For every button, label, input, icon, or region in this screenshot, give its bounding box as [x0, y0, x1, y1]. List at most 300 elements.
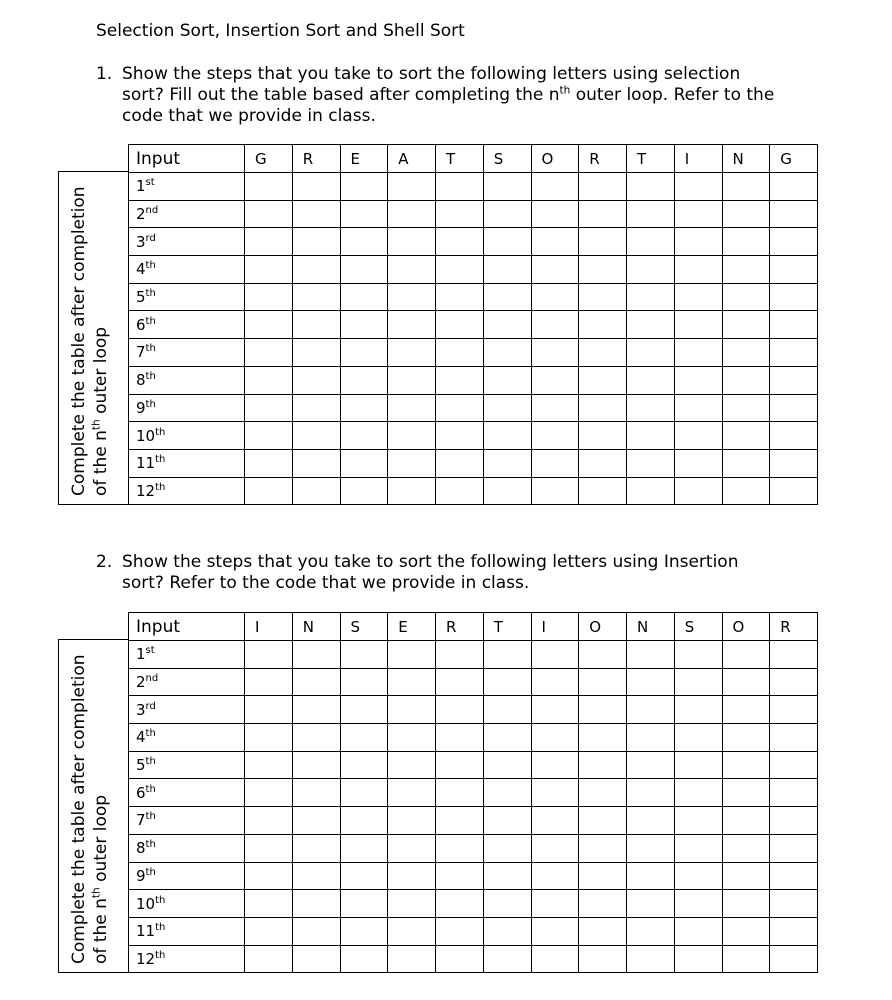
answer-cell[interactable]: [531, 256, 579, 284]
answer-cell[interactable]: [627, 779, 675, 807]
input-row: [129, 613, 818, 641]
answer-cell[interactable]: [674, 696, 722, 724]
answer-cell[interactable]: [388, 339, 436, 367]
answer-cell[interactable]: [388, 807, 436, 835]
answer-cell[interactable]: [579, 696, 627, 724]
answer-cell[interactable]: [722, 724, 770, 752]
answer-cell[interactable]: [674, 422, 722, 450]
answer-cell[interactable]: [340, 173, 388, 201]
answer-cell[interactable]: [627, 422, 675, 450]
answer-cell[interactable]: [340, 807, 388, 835]
answer-cell[interactable]: [627, 366, 675, 394]
answer-cell[interactable]: [579, 751, 627, 779]
step-row: [129, 449, 818, 477]
answer-cell[interactable]: [627, 228, 675, 256]
answer-cell[interactable]: [627, 917, 675, 945]
answer-cell[interactable]: [674, 366, 722, 394]
answer-cell[interactable]: [245, 945, 293, 973]
answer-cell[interactable]: [531, 311, 579, 339]
answer-cell[interactable]: [292, 256, 340, 284]
answer-cell[interactable]: [722, 228, 770, 256]
answer-cell[interactable]: [579, 173, 627, 201]
answer-cell[interactable]: [388, 724, 436, 752]
answer-cell[interactable]: [531, 366, 579, 394]
answer-cell[interactable]: [340, 890, 388, 918]
answer-cell[interactable]: [340, 200, 388, 228]
answer-cell[interactable]: [388, 173, 436, 201]
answer-cell[interactable]: [770, 751, 818, 779]
answer-cell[interactable]: [340, 668, 388, 696]
answer-cell[interactable]: [340, 751, 388, 779]
answer-cell[interactable]: [483, 862, 531, 890]
answer-cell[interactable]: [531, 862, 579, 890]
answer-cell[interactable]: [674, 807, 722, 835]
answer-cell[interactable]: [579, 917, 627, 945]
answer-cell[interactable]: [436, 200, 484, 228]
answer-cell[interactable]: [436, 366, 484, 394]
answer-cell[interactable]: [245, 834, 293, 862]
answer-cell[interactable]: [483, 668, 531, 696]
answer-cell[interactable]: [436, 394, 484, 422]
answer-cell[interactable]: [674, 641, 722, 669]
answer-cell[interactable]: [388, 311, 436, 339]
answer-cell[interactable]: [245, 862, 293, 890]
answer-cell[interactable]: [531, 945, 579, 973]
answer-cell[interactable]: [674, 751, 722, 779]
answer-cell[interactable]: [245, 696, 293, 724]
answer-cell[interactable]: [436, 696, 484, 724]
answer-cell[interactable]: [340, 477, 388, 505]
answer-cell[interactable]: [579, 449, 627, 477]
answer-cell[interactable]: [245, 366, 293, 394]
answer-cell[interactable]: [292, 890, 340, 918]
answer-cell[interactable]: [292, 668, 340, 696]
answer-cell[interactable]: [388, 422, 436, 450]
answer-cell[interactable]: [531, 422, 579, 450]
answer-cell[interactable]: [579, 724, 627, 752]
answer-cell[interactable]: [531, 724, 579, 752]
answer-cell[interactable]: [579, 256, 627, 284]
answer-cell[interactable]: [579, 311, 627, 339]
answer-cell[interactable]: [388, 477, 436, 505]
answer-cell[interactable]: [245, 477, 293, 505]
answer-cell[interactable]: [245, 339, 293, 367]
answer-cell[interactable]: [627, 751, 675, 779]
answer-cell[interactable]: [245, 724, 293, 752]
answer-cell[interactable]: [770, 422, 818, 450]
answer-cell[interactable]: [722, 945, 770, 973]
answer-cell[interactable]: [388, 200, 436, 228]
answer-cell[interactable]: [531, 339, 579, 367]
answer-cell[interactable]: [770, 173, 818, 201]
answer-cell[interactable]: [436, 256, 484, 284]
answer-cell[interactable]: [292, 422, 340, 450]
answer-cell[interactable]: [579, 890, 627, 918]
answer-cell[interactable]: [436, 449, 484, 477]
answer-cell[interactable]: [722, 311, 770, 339]
answer-cell[interactable]: [579, 339, 627, 367]
answer-cell[interactable]: [722, 641, 770, 669]
answer-cell[interactable]: [627, 339, 675, 367]
answer-cell[interactable]: [340, 256, 388, 284]
answer-cell[interactable]: [579, 668, 627, 696]
answer-cell[interactable]: [770, 339, 818, 367]
answer-cell[interactable]: [770, 917, 818, 945]
answer-cell[interactable]: [627, 173, 675, 201]
answer-cell[interactable]: [340, 228, 388, 256]
answer-cell[interactable]: [388, 945, 436, 973]
answer-cell[interactable]: [292, 862, 340, 890]
step-label: [129, 945, 245, 973]
answer-cell[interactable]: [483, 228, 531, 256]
answer-cell[interactable]: [579, 834, 627, 862]
answer-cell[interactable]: [436, 283, 484, 311]
answer-cell[interactable]: [674, 339, 722, 367]
answer-cell[interactable]: [388, 862, 436, 890]
answer-cell[interactable]: [340, 366, 388, 394]
answer-cell[interactable]: [722, 807, 770, 835]
answer-cell[interactable]: [722, 477, 770, 505]
answer-cell[interactable]: [436, 807, 484, 835]
answer-cell[interactable]: [483, 256, 531, 284]
answer-cell[interactable]: [722, 366, 770, 394]
answer-cell[interactable]: [770, 311, 818, 339]
answer-cell[interactable]: [627, 256, 675, 284]
answer-cell[interactable]: [674, 945, 722, 973]
answer-cell[interactable]: [579, 394, 627, 422]
answer-cell[interactable]: [722, 668, 770, 696]
answer-cell[interactable]: [292, 283, 340, 311]
answer-cell[interactable]: [531, 779, 579, 807]
answer-cell[interactable]: [340, 724, 388, 752]
answer-cell[interactable]: [436, 339, 484, 367]
answer-cell[interactable]: [436, 834, 484, 862]
step-label: [129, 283, 245, 311]
answer-cell[interactable]: [674, 283, 722, 311]
answer-cell[interactable]: [340, 283, 388, 311]
answer-cell[interactable]: [579, 477, 627, 505]
answer-cell[interactable]: [770, 228, 818, 256]
answer-cell[interactable]: [436, 862, 484, 890]
answer-cell[interactable]: [483, 366, 531, 394]
answer-cell[interactable]: [483, 339, 531, 367]
answer-cell[interactable]: [292, 339, 340, 367]
answer-cell[interactable]: [627, 477, 675, 505]
answer-cell[interactable]: [483, 283, 531, 311]
answer-cell[interactable]: [292, 807, 340, 835]
answer-cell[interactable]: [388, 256, 436, 284]
answer-cell[interactable]: [436, 668, 484, 696]
answer-cell[interactable]: [292, 751, 340, 779]
answer-cell[interactable]: [770, 449, 818, 477]
answer-cell[interactable]: [770, 366, 818, 394]
answer-cell[interactable]: [579, 641, 627, 669]
answer-cell[interactable]: [388, 449, 436, 477]
answer-cell[interactable]: [340, 945, 388, 973]
answer-cell[interactable]: [722, 422, 770, 450]
answer-cell[interactable]: [388, 890, 436, 918]
answer-cell[interactable]: [531, 917, 579, 945]
answer-cell[interactable]: [531, 807, 579, 835]
answer-cell[interactable]: [579, 283, 627, 311]
answer-cell[interactable]: [436, 311, 484, 339]
answer-cell[interactable]: [722, 339, 770, 367]
answer-cell[interactable]: [722, 890, 770, 918]
answer-cell[interactable]: [340, 917, 388, 945]
answer-cell[interactable]: [674, 173, 722, 201]
answer-cell[interactable]: [245, 422, 293, 450]
answer-cell[interactable]: [340, 339, 388, 367]
answer-cell[interactable]: [627, 807, 675, 835]
answer-cell[interactable]: [627, 890, 675, 918]
answer-cell[interactable]: [722, 751, 770, 779]
answer-cell[interactable]: [292, 228, 340, 256]
answer-cell[interactable]: [483, 394, 531, 422]
answer-cell[interactable]: [531, 200, 579, 228]
answer-cell[interactable]: [627, 449, 675, 477]
answer-cell[interactable]: [436, 173, 484, 201]
answer-cell[interactable]: [340, 422, 388, 450]
answer-cell[interactable]: [674, 311, 722, 339]
answer-cell[interactable]: [674, 724, 722, 752]
answer-cell[interactable]: [579, 366, 627, 394]
answer-cell[interactable]: [483, 173, 531, 201]
answer-cell[interactable]: [436, 751, 484, 779]
answer-cell[interactable]: [722, 173, 770, 201]
answer-cell[interactable]: [579, 228, 627, 256]
answer-cell[interactable]: [722, 200, 770, 228]
answer-cell[interactable]: [531, 283, 579, 311]
answer-cell[interactable]: [770, 724, 818, 752]
answer-cell[interactable]: [292, 173, 340, 201]
answer-cell[interactable]: [292, 641, 340, 669]
answer-cell[interactable]: [722, 696, 770, 724]
answer-cell[interactable]: [531, 751, 579, 779]
answer-cell[interactable]: [674, 668, 722, 696]
answer-cell[interactable]: [388, 641, 436, 669]
answer-cell[interactable]: [245, 449, 293, 477]
answer-cell[interactable]: [483, 751, 531, 779]
answer-cell[interactable]: [579, 945, 627, 973]
answer-cell[interactable]: [483, 779, 531, 807]
answer-cell[interactable]: [388, 779, 436, 807]
answer-cell[interactable]: [292, 917, 340, 945]
answer-cell[interactable]: [340, 779, 388, 807]
answer-cell[interactable]: [531, 834, 579, 862]
answer-cell[interactable]: [722, 834, 770, 862]
answer-cell[interactable]: [436, 779, 484, 807]
answer-cell[interactable]: [674, 228, 722, 256]
answer-cell[interactable]: [483, 945, 531, 973]
step-number: 4: [136, 728, 146, 747]
step-row: [129, 477, 818, 505]
answer-cell[interactable]: [674, 449, 722, 477]
answer-cell[interactable]: [722, 394, 770, 422]
answer-cell[interactable]: [531, 228, 579, 256]
answer-cell[interactable]: [531, 696, 579, 724]
answer-cell[interactable]: [531, 477, 579, 505]
answer-cell[interactable]: [627, 945, 675, 973]
answer-cell[interactable]: [627, 668, 675, 696]
answer-cell[interactable]: [674, 862, 722, 890]
answer-cell[interactable]: [579, 807, 627, 835]
answer-cell[interactable]: [770, 834, 818, 862]
answer-cell[interactable]: [579, 779, 627, 807]
answer-cell[interactable]: [770, 394, 818, 422]
step-row: [129, 917, 818, 945]
answer-cell[interactable]: [436, 228, 484, 256]
answer-cell[interactable]: [627, 311, 675, 339]
answer-cell[interactable]: [674, 200, 722, 228]
answer-cell[interactable]: [436, 477, 484, 505]
answer-cell[interactable]: [531, 668, 579, 696]
answer-cell[interactable]: [245, 283, 293, 311]
answer-cell[interactable]: [483, 422, 531, 450]
answer-cell[interactable]: [483, 477, 531, 505]
answer-cell[interactable]: [531, 449, 579, 477]
answer-cell[interactable]: [292, 945, 340, 973]
answer-cell[interactable]: [292, 834, 340, 862]
answer-cell[interactable]: [627, 641, 675, 669]
answer-cell[interactable]: [245, 917, 293, 945]
answer-cell[interactable]: [770, 283, 818, 311]
answer-cell[interactable]: [292, 724, 340, 752]
answer-cell[interactable]: [770, 945, 818, 973]
answer-cell[interactable]: [388, 366, 436, 394]
answer-cell[interactable]: [245, 641, 293, 669]
answer-cell[interactable]: [627, 724, 675, 752]
answer-cell[interactable]: [627, 283, 675, 311]
answer-cell[interactable]: [245, 173, 293, 201]
answer-cell[interactable]: [388, 394, 436, 422]
answer-cell[interactable]: [770, 256, 818, 284]
answer-cell[interactable]: [483, 917, 531, 945]
answer-cell[interactable]: [674, 779, 722, 807]
answer-cell[interactable]: [770, 779, 818, 807]
answer-cell[interactable]: [674, 834, 722, 862]
answer-cell[interactable]: [722, 779, 770, 807]
answer-cell[interactable]: [388, 668, 436, 696]
answer-cell[interactable]: [531, 890, 579, 918]
answer-cell[interactable]: [388, 834, 436, 862]
answer-cell[interactable]: [436, 890, 484, 918]
answer-cell[interactable]: [292, 366, 340, 394]
step-number: 5: [136, 288, 146, 307]
answer-cell[interactable]: [722, 862, 770, 890]
answer-cell[interactable]: [483, 834, 531, 862]
answer-cell[interactable]: [245, 228, 293, 256]
answer-cell[interactable]: [292, 477, 340, 505]
step-number: 4: [136, 260, 146, 279]
answer-cell[interactable]: [770, 862, 818, 890]
answer-cell[interactable]: [674, 890, 722, 918]
answer-cell[interactable]: [627, 200, 675, 228]
answer-cell[interactable]: [674, 394, 722, 422]
answer-cell[interactable]: [674, 917, 722, 945]
answer-cell[interactable]: [722, 256, 770, 284]
answer-cell[interactable]: [483, 696, 531, 724]
answer-cell[interactable]: [340, 449, 388, 477]
answer-cell[interactable]: [388, 751, 436, 779]
answer-cell[interactable]: [292, 779, 340, 807]
answer-cell[interactable]: [245, 256, 293, 284]
answer-cell[interactable]: [674, 477, 722, 505]
answer-cell[interactable]: [245, 668, 293, 696]
answer-cell[interactable]: [245, 779, 293, 807]
answer-cell[interactable]: [627, 834, 675, 862]
input-letter-cell: R: [770, 613, 818, 641]
answer-cell[interactable]: [340, 311, 388, 339]
answer-cell[interactable]: [483, 724, 531, 752]
answer-cell[interactable]: [436, 422, 484, 450]
answer-cell[interactable]: [388, 283, 436, 311]
answer-cell[interactable]: [770, 477, 818, 505]
answer-cell[interactable]: [627, 394, 675, 422]
answer-cell[interactable]: [245, 311, 293, 339]
answer-cell[interactable]: [388, 917, 436, 945]
answer-cell[interactable]: [674, 256, 722, 284]
answer-cell[interactable]: [292, 200, 340, 228]
answer-cell[interactable]: [340, 834, 388, 862]
answer-cell[interactable]: [245, 394, 293, 422]
answer-cell[interactable]: [531, 173, 579, 201]
answer-cell[interactable]: [770, 200, 818, 228]
answer-cell[interactable]: [770, 668, 818, 696]
answer-cell[interactable]: [292, 449, 340, 477]
answer-cell[interactable]: [388, 228, 436, 256]
answer-cell[interactable]: [245, 890, 293, 918]
answer-cell[interactable]: [340, 696, 388, 724]
answer-cell[interactable]: [436, 641, 484, 669]
answer-cell[interactable]: [770, 807, 818, 835]
answer-cell[interactable]: [579, 422, 627, 450]
answer-cell[interactable]: [340, 394, 388, 422]
answer-cell[interactable]: [245, 807, 293, 835]
answer-cell[interactable]: [722, 283, 770, 311]
answer-cell[interactable]: [770, 890, 818, 918]
answer-cell[interactable]: [579, 862, 627, 890]
answer-cell[interactable]: [292, 394, 340, 422]
answer-cell[interactable]: [436, 945, 484, 973]
answer-cell[interactable]: [245, 200, 293, 228]
answer-cell[interactable]: [388, 696, 436, 724]
answer-cell[interactable]: [531, 641, 579, 669]
answer-cell[interactable]: [722, 917, 770, 945]
answer-cell[interactable]: [245, 751, 293, 779]
answer-cell[interactable]: [483, 311, 531, 339]
answer-cell[interactable]: [483, 807, 531, 835]
answer-cell[interactable]: [770, 641, 818, 669]
answer-cell[interactable]: [436, 917, 484, 945]
input-letter-cell: T: [627, 145, 675, 173]
answer-cell[interactable]: [531, 394, 579, 422]
answer-cell[interactable]: [340, 862, 388, 890]
answer-cell[interactable]: [292, 696, 340, 724]
answer-cell[interactable]: [483, 449, 531, 477]
answer-cell[interactable]: [292, 311, 340, 339]
answer-cell[interactable]: [483, 890, 531, 918]
answer-cell[interactable]: [627, 696, 675, 724]
step-label: [129, 641, 245, 669]
answer-cell[interactable]: [627, 862, 675, 890]
answer-cell[interactable]: [340, 641, 388, 669]
answer-cell[interactable]: [722, 449, 770, 477]
answer-cell[interactable]: [579, 200, 627, 228]
answer-cell[interactable]: [770, 696, 818, 724]
answer-cell[interactable]: [483, 200, 531, 228]
answer-cell[interactable]: [436, 724, 484, 752]
answer-cell[interactable]: [483, 641, 531, 669]
